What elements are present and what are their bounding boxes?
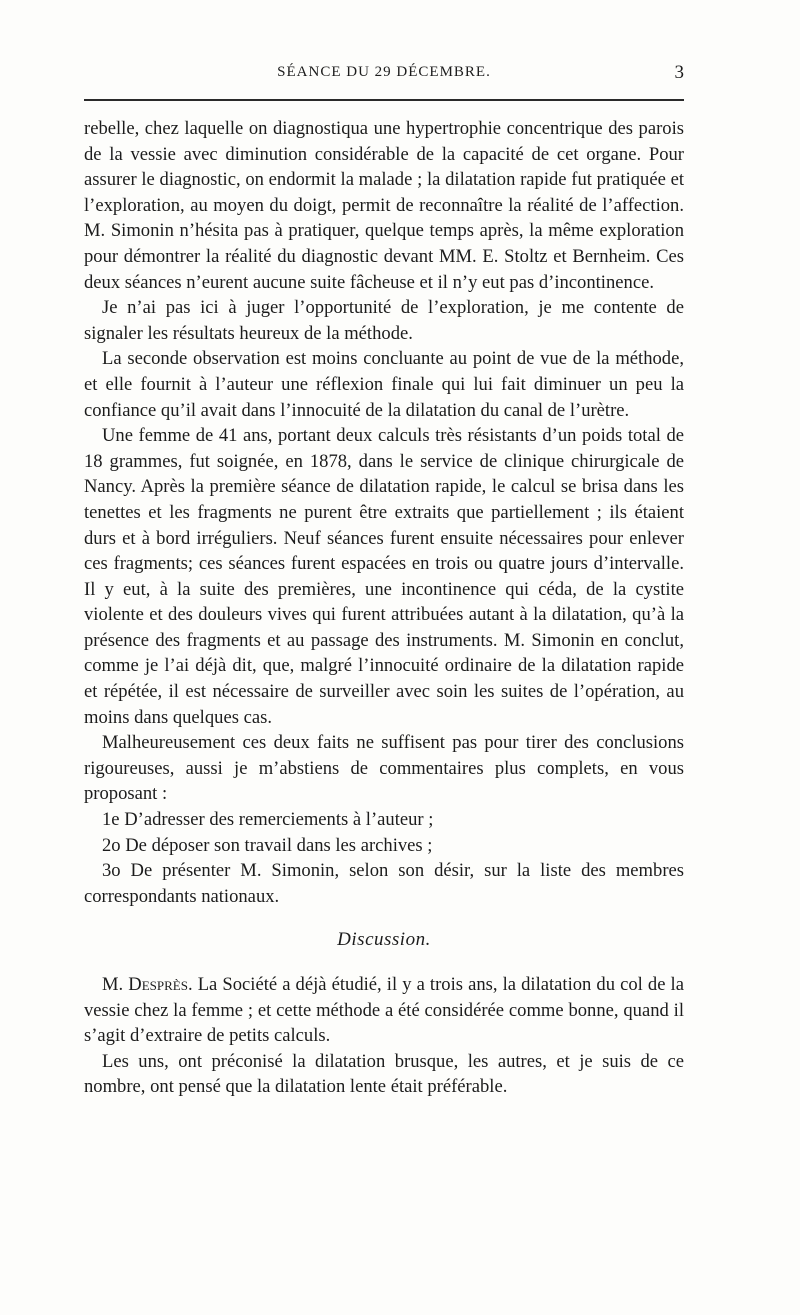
header-rule (84, 99, 684, 101)
discussion-heading: Discussion. (337, 929, 431, 951)
paragraph: rebelle, chez laquelle on diagnostiqua une hypertrophie concentrique des parois de la vessie avec diminution considérable de la capacité de cet organe. Pour assurer le diagnostic, on endormit la malade ; la dilatation rapide fut pratiquée et l’exploration, au moyen du doigt, permit de reconnaître la réalité de l’affection. M. Simonin n’hésita pas à pratiquer, quelque temps après, la même exploration pour démontrer la réalité du diagnostic devant MM. E. Stoltz et Bernheim. Ces deux séances n’eurent aucune suite fâcheuse et il n’y eut pas d’incontinence. (84, 118, 684, 293)
speech-text: La Société a déjà étudié, il y a trois ans, la dilatation du col de la vessie chez la femme ; et cette méthode a été considérée comme bonne, quand il s’agit d’extraire de petits calculs. (84, 974, 684, 1047)
body-text (84, 116, 684, 1100)
list-item: 3o De présenter M. Simonin, selon son désir, sur la liste des membres correspondants nationaux. (84, 860, 684, 907)
paragraph: Une femme de 41 ans, portant deux calculs très résistants d’un poids total de 18 grammes, fut soignée, en 1878, dans le service de clinique chirurgicale de Nancy. Après la première séance de dilatation rapide, le calcul se brisa dans les tenettes et les fragments ne purent être extraits que partiellement ; ils étaient durs et à bord irréguliers. Neuf séances furent ensuite nécessaires pour enlever ces fragments; ces séances furent espacées en trois ou quatre jours d’intervalle. Il y eut, à la suite des premières, une incontinence qui céda, de la cystite violente et des douleurs vives qui furent attribuées autant à la dilatation, qu’à la présence des fragments et au passage des instruments. M. Simonin en conclut, comme je l’ai déjà dit, que, malgré l’innocuité ordinaire de la dilatation rapide et répétée, il est nécessaire de surveiller avec soin les suites de l’opération, au moins dans quelques cas. (84, 425, 684, 728)
paragraph: La seconde observation est moins concluante au point de vue de la méthode, et elle fournit à l’auteur une réflexion finale qui lui fait diminuer un peu la confiance qu’il avait dans l’innocuité de la dilatation du canal de l’urètre. (84, 348, 684, 421)
paragraph: Je n’ai pas ici à juger l’opportunité de l’exploration, je me contente de signaler les résultats heureux de la méthode. (84, 297, 684, 344)
speaker-name: M. Desprès. (102, 974, 193, 995)
paragraph (84, 972, 684, 1049)
page-number: 3 (674, 62, 684, 83)
paragraph: Malheureusement ces deux faits ne suffisent pas pour tirer des conclusions rigoureuses, aussi je m’abstiens de commentaires plus complets, en vous proposant : (84, 732, 684, 805)
list-item: 2o De déposer son travail dans les archives ; (102, 834, 433, 856)
paragraph: Les uns, ont préconisé la dilatation brusque, les autres, et je suis de ce nombre, ont pensé que la dilatation lente était préférable. (84, 1050, 684, 1098)
list-item: 1e D’adresser des remerciements à l’auteur ; (102, 809, 434, 831)
page-header (84, 64, 684, 94)
running-head: SÉANCE DU 29 DÉCEMBRE. (277, 64, 491, 80)
